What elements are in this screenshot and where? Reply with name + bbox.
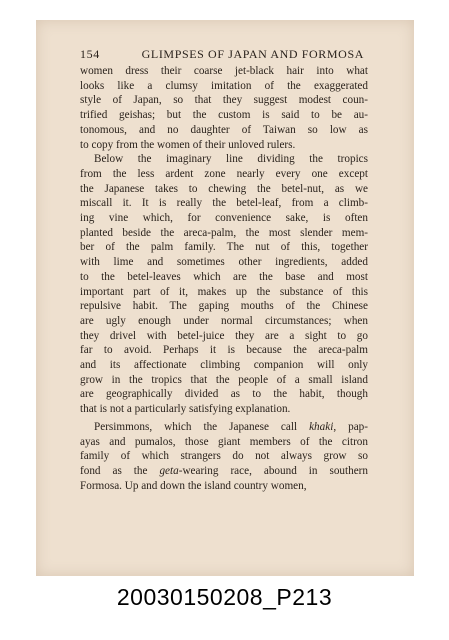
image-caption: 20030150208_P213	[116, 584, 333, 610]
italic-term: geta	[159, 464, 179, 477]
text-line: Formosa. Up and down the island country women,	[80, 479, 307, 492]
text-line: important part of it, makes up the substance of this	[80, 285, 368, 298]
text-line: to the betel-leaves which are the base and most	[80, 270, 368, 283]
running-title: GLIMPSES OF JAPAN AND FORMOSA	[141, 47, 364, 61]
italic-term: khaki	[309, 420, 334, 433]
text-line: they drivel with betel-juice they are a sight to go	[80, 329, 368, 342]
text-line: style of Japan, so that they suggest modest coun-	[80, 94, 368, 107]
text-line: trified geishas; but the custom is said to be au-	[80, 109, 368, 122]
text-line: from the less ardent zone nearly every one except	[80, 167, 368, 180]
text-fragment: -wearing race, abound in southern	[178, 464, 368, 477]
text-line: planted beside the areca-palm, the most slender mem-	[80, 226, 368, 239]
text-line: with lime and sometimes other ingredients, added	[80, 256, 368, 269]
text-line: far to avoid. Perhaps it is because the areca-palm	[80, 344, 368, 357]
text-fragment: fond as the	[80, 464, 160, 477]
text-line: looks like a clumsy imitation of the exaggerated	[80, 79, 368, 92]
text-line	[80, 420, 368, 435]
text-line: repulsive habit. The gaping mouths of the Chinese	[80, 300, 368, 313]
text-line	[80, 464, 368, 479]
text-line: and its affectionate climbing companion will only	[80, 359, 368, 372]
paragraph-3	[80, 420, 368, 494]
text-line: ing vine which, for convenience sake, is often	[80, 212, 368, 225]
text-line: women dress their coarse jet-black hair into what	[80, 65, 368, 77]
text-line: grow in the tropics that the people of a small island	[80, 373, 368, 386]
text-line: ayas and pumalos, those giant members of the citron	[80, 435, 368, 448]
text-line: the Japanese takes to chewing the betel-nut, as we	[80, 182, 368, 195]
text-fragment: , pap-	[333, 420, 368, 433]
text-line: tonomous, and no daughter of Taiwan so low as	[80, 123, 368, 136]
body-text	[80, 64, 368, 493]
text-line: are ugly enough under normal circumstances; when	[80, 314, 368, 327]
text-line: family of which strangers do not always grow so	[80, 450, 368, 463]
text-line: Below the imaginary line dividing the tropics	[94, 153, 368, 166]
paragraph-2	[80, 152, 368, 417]
text-line: to copy from the women of their unloved rulers.	[80, 138, 296, 151]
paragraph-1	[80, 64, 368, 152]
text-line: that is not a particularly satisfying explanation.	[80, 403, 291, 416]
running-header	[80, 47, 364, 62]
text-fragment: Persimmons, which the Japanese call	[94, 420, 310, 433]
text-line: miscall it. It is really the betel-leaf, from a climb-	[80, 197, 368, 210]
text-line: are geographically divided as to the habit, though	[80, 388, 368, 401]
page-number: 154	[80, 47, 100, 61]
text-line: ber of the palm family. The nut of this, together	[80, 241, 368, 254]
